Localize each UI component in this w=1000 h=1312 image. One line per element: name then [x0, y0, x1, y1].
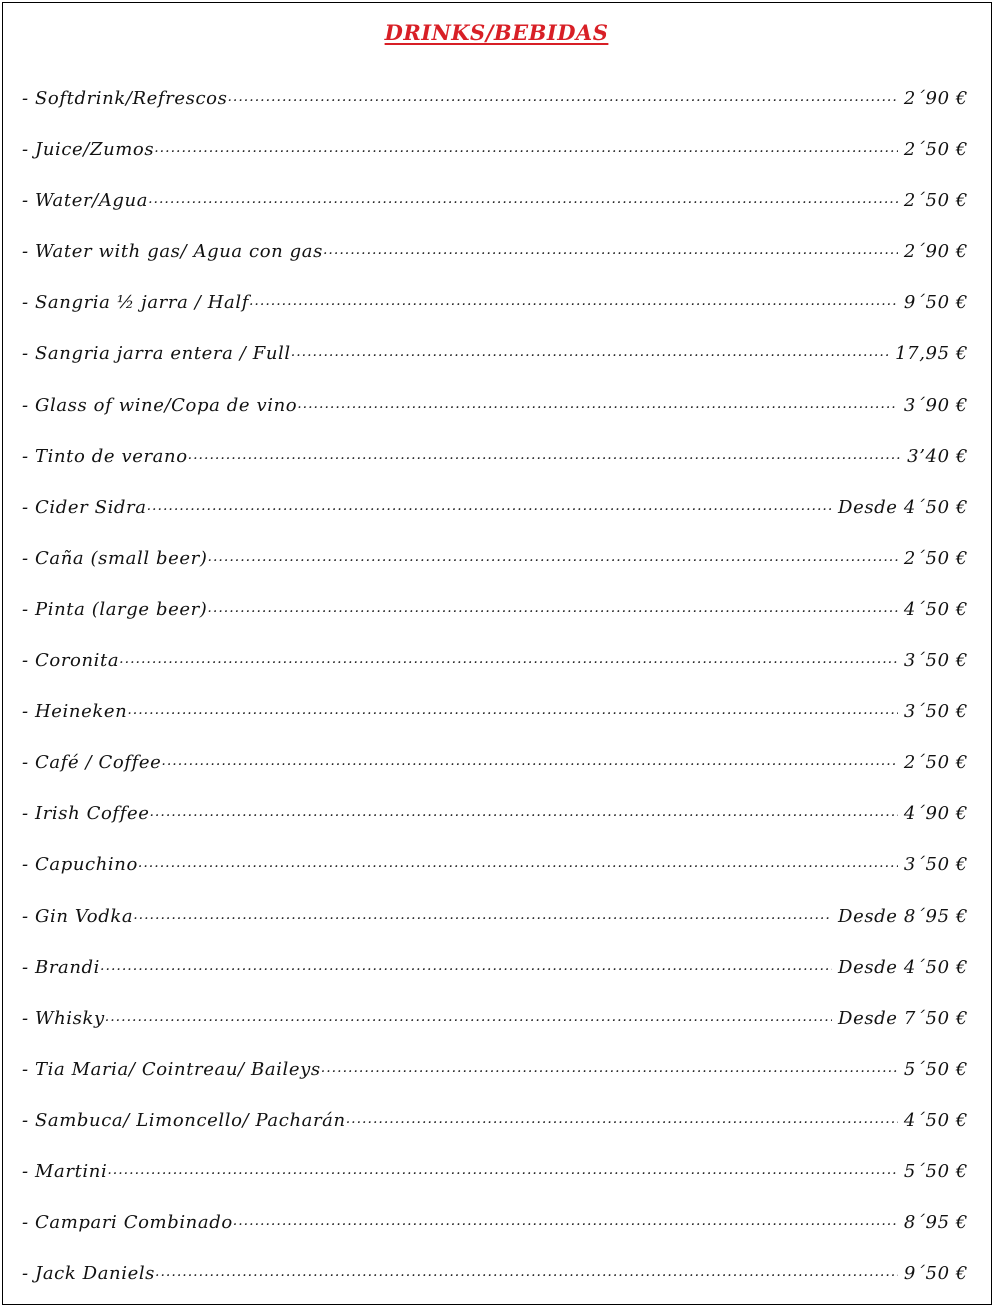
item-price: 9´50 € — [903, 292, 968, 314]
item-price: 4´50 € — [903, 1109, 968, 1131]
item-name: - Glass of wine/Copa de vino — [22, 394, 298, 416]
dot-leader — [155, 1261, 898, 1279]
dot-leader — [148, 188, 898, 206]
dot-leader — [207, 597, 897, 615]
item-name: - Capuchino — [22, 854, 138, 876]
item-price: 2´90 € — [903, 88, 968, 109]
item-price: 3´50 € — [903, 854, 968, 876]
item-price: 2´50 € — [903, 190, 968, 212]
item-name: - Sambuca/ Limoncello/ Pacharán — [22, 1109, 346, 1131]
dot-leader — [188, 444, 902, 462]
item-name: - Pinta (large beer) — [22, 598, 208, 620]
item-name: - Cider Sidra — [22, 496, 147, 518]
list-item — [22, 1159, 972, 1210]
dot-leader — [127, 699, 898, 717]
dot-leader — [346, 1108, 898, 1126]
item-price: Desde 8´95 € — [838, 905, 968, 927]
item-price: 8´95 € — [903, 1212, 968, 1234]
list-item — [22, 495, 972, 546]
dot-leader — [149, 801, 897, 819]
dot-leader — [154, 137, 898, 155]
item-name: - Tinto de verano — [22, 445, 188, 467]
list-item — [22, 852, 972, 903]
item-name: - Water/Agua — [22, 190, 149, 212]
item-name: - Caña (small beer) — [22, 547, 208, 569]
dot-leader — [147, 495, 832, 513]
item-price: Desde 4´50 € — [838, 956, 968, 978]
item-name: - Gin Vodka — [22, 905, 134, 927]
dot-leader — [138, 852, 898, 870]
dot-leader — [107, 1159, 898, 1177]
list-item — [22, 904, 972, 955]
item-price: 4´90 € — [903, 803, 968, 825]
item-name: - Water with gas/ Agua con gas — [22, 241, 323, 263]
item-price: 3’40 € — [907, 445, 968, 467]
dot-leader — [208, 546, 898, 564]
list-item — [22, 801, 972, 852]
list-item — [22, 341, 972, 392]
dot-leader — [100, 955, 832, 973]
item-price: Desde 4´50 € — [838, 496, 968, 518]
dot-leader — [133, 904, 832, 922]
dot-leader — [323, 239, 898, 257]
list-item — [22, 1057, 972, 1108]
item-price: 5´50 € — [903, 1058, 968, 1080]
dot-leader — [119, 648, 898, 666]
list-item — [22, 444, 972, 495]
list-item — [22, 393, 972, 444]
dot-leader — [161, 750, 897, 768]
list-item — [22, 188, 972, 239]
dot-leader — [233, 1210, 898, 1228]
item-name: - Sangria ½ jarra / Half — [22, 292, 249, 314]
item-name: - Martini — [22, 1160, 108, 1182]
item-name: - Softdrink/Refrescos — [22, 88, 228, 109]
list-item — [22, 648, 972, 699]
list-item — [22, 1210, 972, 1261]
item-price: 2´50 € — [903, 547, 968, 569]
item-price: 2´90 € — [903, 241, 968, 263]
item-price: 17,95 € — [895, 343, 968, 365]
list-item — [22, 955, 972, 1006]
dot-leader — [291, 341, 889, 359]
item-price: 5´50 € — [903, 1160, 968, 1182]
item-name: - Juice/Zumos — [22, 139, 155, 161]
dot-leader — [321, 1057, 898, 1075]
item-price: Desde 7´50 € — [838, 1007, 968, 1029]
item-price: 4´50 € — [903, 598, 968, 620]
item-name: - Coronita — [22, 650, 120, 672]
dot-leader — [227, 86, 897, 104]
item-name: - Heineken — [22, 701, 128, 723]
item-name: - Campari Combinado — [22, 1212, 233, 1234]
menu-title: DRINKS/BEBIDAS — [384, 20, 609, 45]
item-name: - Jack Daniels — [22, 1263, 156, 1285]
list-item — [22, 1006, 972, 1057]
dot-leader — [249, 290, 898, 308]
list-item — [22, 546, 972, 597]
list-item — [22, 699, 972, 750]
item-name: - Brandi — [22, 956, 101, 978]
list-item — [22, 86, 972, 137]
item-price: 3´90 € — [903, 394, 968, 416]
item-name: - Whisky — [22, 1007, 105, 1029]
dot-leader — [297, 393, 898, 411]
item-name: - Irish Coffee — [22, 803, 150, 825]
item-name: - Sangria jarra entera / Full — [22, 343, 291, 365]
list-item — [22, 290, 972, 341]
item-price: 3´50 € — [903, 701, 968, 723]
list-item — [22, 239, 972, 290]
item-name: - Tia Maria/ Cointreau/ Baileys — [22, 1058, 321, 1080]
list-item — [22, 597, 972, 648]
drinks-list — [22, 86, 972, 1312]
dot-leader — [105, 1006, 832, 1024]
list-item — [22, 137, 972, 188]
item-price: 3´50 € — [903, 650, 968, 672]
list-item — [22, 1261, 972, 1312]
item-price: 2´50 € — [903, 752, 968, 774]
item-price: 2´50 € — [903, 139, 968, 161]
list-item — [22, 750, 972, 801]
item-name: - Café / Coffee — [22, 752, 162, 774]
item-price: 9´50 € — [903, 1263, 968, 1285]
list-item — [22, 1108, 972, 1159]
